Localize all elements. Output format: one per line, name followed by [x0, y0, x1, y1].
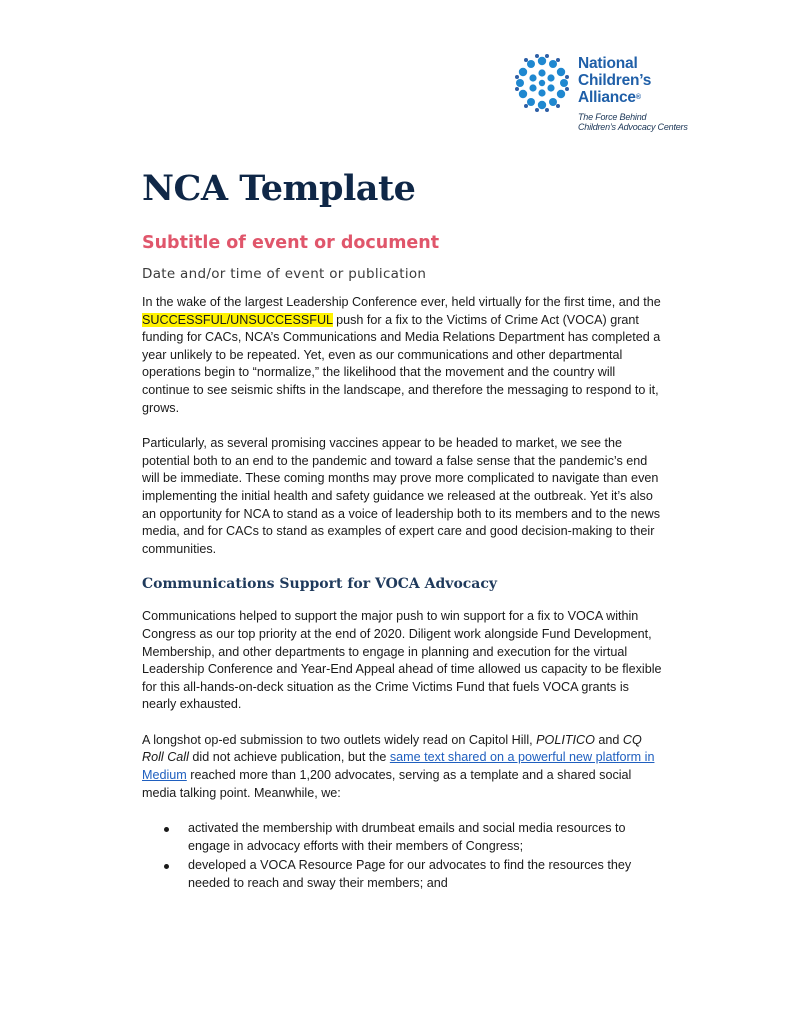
paragraph-2: Particularly, as several promising vaccines appear to be headed to market, we see the potential both to an end to the pandemic and toward a false sense that the pandemic’s end will be immediate. These coming months may prove more complicated to navigate than even implementing the initial health and safety guidance we released at the outbreak. Yet it’s also an opportunity for NCA to stand as a voice of leadership both to its members and to the news media, and for CACs to stand as examples of expert care and good decision-making to their communities. [142, 436, 661, 556]
document-body [142, 294, 662, 895]
actions-list [142, 820, 662, 892]
highlighted-placeholder: SUCCESSFUL/UNSUCCESSFUL [142, 312, 333, 327]
paragraph-1-end: push for a fix to the Victims of Crime Act (VOCA) grant funding for CACs, NCA’s Communications and Media Relations Department has completed a year unlikely to be repeated. Yet, even as our communications and other departmental operations begin to “normalize,” the likelihood that the movement and the country will continue to see seismic shifts in the landscape, and therefore the messaging to respond to it, grows. [142, 312, 661, 415]
list-item-text: developed a VOCA Resource Page for our advocates to find the resources they needed to reach and sway their members; and [188, 858, 632, 891]
list-item [142, 820, 662, 855]
logo-tagline [578, 112, 688, 132]
logo-name-line-3 [578, 89, 651, 106]
paragraph-3: Communications helped to support the major push to win support for a fix to VOCA within Congress as our top priority at the end of 2020. Diligent work alongside Fund Development, Membership, and other departments to engage in planning and execution for the virtual Leadership Conference and Year-End Appeal ahead of time allowed us capacity to be flexible for this all-hands-on-deck situation as the Crime Victims Fund that fuels VOCA grants is nearly exhausted. [142, 609, 662, 712]
logo-name-line-3-text: Alliance [578, 89, 636, 106]
list-item-text: activated the membership with drumbeat emails and social media resources to engage in advocacy efforts with their members of Congress; [188, 821, 626, 853]
section-heading: Communications Support for VOCA Advocacy [142, 576, 498, 593]
hands-circle-icon [511, 52, 573, 114]
politico-name: POLITICO [536, 732, 595, 747]
document-title: NCA Template [142, 168, 416, 209]
registered-mark: ® [635, 94, 641, 101]
paragraph-4 [142, 732, 662, 802]
bullet-icon [164, 864, 169, 869]
nca-logo [511, 52, 711, 136]
cq-roll-call-name: CQ Roll Call [142, 732, 642, 765]
paragraph-4-part-1: A longshot op-ed submission to two outlets widely read on Capitol Hill, [142, 732, 537, 747]
paragraph-4-part-2: and [594, 732, 623, 747]
logo-tagline-line-1: The Force Behind [578, 112, 647, 122]
paragraph-4-part-4: reached more than 1,200 advocates, serving as a template and a shared social media talking point. Meanwhile, we: [142, 768, 632, 800]
logo-name-line-2: Children’s [578, 72, 652, 89]
logo-name-line-1: National [578, 55, 638, 72]
document-subtitle: Subtitle of event or document [142, 233, 440, 253]
document-dateline: Date and/or time of event or publication [142, 266, 427, 282]
paragraph-1-start: In the wake of the largest Leadership Conference ever, held virtually for the first time, and the [142, 295, 661, 309]
logo-tagline-line-2: Children’s Advocacy Centers [578, 122, 688, 132]
paragraph-4-part-3: did not achieve publication, but the [188, 750, 390, 765]
paragraph-1 [142, 294, 662, 417]
medium-article-link[interactable]: same text shared on a powerful new platform in Medium [142, 750, 655, 783]
list-item [142, 857, 662, 892]
logo-wordmark [578, 55, 651, 106]
bullet-icon [164, 827, 169, 832]
